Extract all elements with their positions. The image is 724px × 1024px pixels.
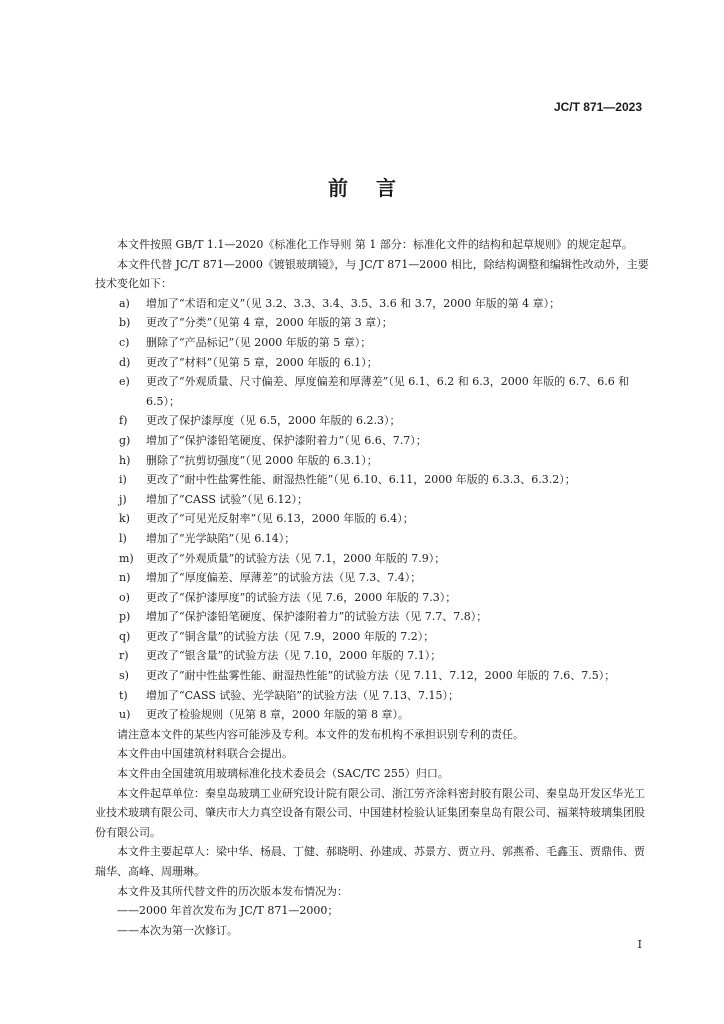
note-paragraph: 请注意本文件的某些内容可能涉及专利。本文件的发布机构不承担识别专利的责任。 (117, 727, 524, 741)
change-item-marker: s) (119, 669, 129, 683)
change-item-marker: t) (119, 688, 128, 702)
change-item-marker: g) (119, 433, 131, 447)
change-item (95, 509, 650, 529)
change-item-marker: k) (119, 512, 130, 526)
change-item-text: 更改了“耐中性盐雾性能、耐湿热性能”的试验方法（见 7.11、7.12，2000 年版的 7.6、7.5）； (146, 669, 616, 683)
change-item (95, 529, 650, 549)
change-item (95, 686, 650, 706)
change-item (95, 607, 650, 627)
history-item: ——2000 年首次发布为 JC/T 871—2000； (117, 904, 339, 918)
history-item: ——本次为第一次修订。 (117, 923, 238, 937)
change-item (95, 431, 650, 451)
change-item-text: 删除了“产品标记”（见 2000 年版的第 5 章）； (146, 335, 372, 349)
change-item-marker: f) (119, 414, 128, 428)
note-paragraph: 本文件由中国建筑材料联合会提出。 (117, 747, 293, 761)
change-item-marker: i) (119, 473, 127, 487)
change-item (95, 627, 650, 647)
notes-section (95, 725, 650, 901)
intro-paragraph: 本文件按照 GB/T 1.1—2020《标准化工作导则 第 1 部分：标准化文件的结构和起草规则》的规定起草。 (117, 238, 633, 251)
change-item-text: 增加了“CASS 试验、光学缺陷”的试验方法（见 7.13、7.15）； (146, 688, 459, 702)
change-item-text: 更改了“银含量”的试验方法（见 7.10，2000 年版的 7.1）； (146, 649, 442, 663)
change-item-text: 增加了“厚度偏差、厚薄差”的试验方法（见 7.3、7.4）； (146, 571, 422, 585)
note-paragraph: 本文件由全国建筑用玻璃标准化技术委员会（SAC/TC 255）归口。 (117, 767, 449, 781)
change-item-marker: n) (119, 571, 131, 585)
change-item-text: 更改了保护漆厚度（见 6.5，2000 年版的 6.2.3）； (146, 414, 401, 428)
change-item-marker: a) (119, 296, 130, 310)
change-item (95, 646, 650, 666)
change-item-text: 删除了“抗剪切强度”（见 2000 年版的 6.3.1）； (146, 453, 378, 467)
change-item-text: 更改了“外观质量”的试验方法（见 7.1，2000 年版的 7.9）； (146, 551, 446, 565)
document-code: JC/T 871—2023 (553, 100, 642, 114)
change-item (95, 294, 650, 314)
page-number: I (637, 938, 642, 951)
change-item-text: 更改了“分类”（见第 4 章，2000 年版的第 3 章）； (146, 316, 393, 330)
change-item-text: 增加了“术语和定义”（见 3.2、3.3、3.4、3.5、3.6 和 3.7，2000 年版的第 4 章）； (146, 296, 561, 310)
change-item-marker: o) (119, 590, 130, 604)
change-item (95, 666, 650, 686)
change-item-marker: l) (119, 531, 127, 545)
change-item-text: 增加了“保护漆铅笔硬度、保护漆附着力”（见 6.6、7.7）； (146, 433, 427, 447)
history-section (95, 901, 650, 940)
change-item-marker: m) (119, 551, 134, 565)
intro-paragraph: 本文件代替 JC/T 871—2000《镀银玻璃镜》，与 JC/T 871—2000 相比，除结构调整和编辑性改动外，主要技术变化如下： (95, 257, 649, 291)
change-item (95, 705, 650, 725)
note-paragraph: 本文件主要起草人：梁中华、杨晨、丁健、郝晓明、孙建成、苏景方、贾立丹、郭燕希、毛鑫玉、贾鼎伟、贾瑞华、高峰、周珊琳。 (95, 845, 645, 878)
note-paragraph: 本文件起草单位：秦皇岛玻璃工业研究设计院有限公司、浙江劳齐涂料密封胶有限公司、秦皇岛开发区华光工业技术玻璃有限公司、肇庆市大力真空设备有限公司、中国建材检验认证集团秦皇岛有限公司、福莱特玻璃集团股份有限公司。 (95, 786, 645, 839)
change-item-marker: q) (119, 629, 131, 643)
change-item-text: 更改了“保护漆厚度”的试验方法（见 7.6，2000 年版的 7.3）； (146, 590, 457, 604)
change-item (95, 588, 650, 608)
change-item (95, 470, 650, 490)
change-item-text: 更改了“可见光反射率”（见 6.13，2000 年版的 6.4）； (146, 512, 414, 526)
change-item-text: 更改了“铜含量”的试验方法（见 7.9，2000 年版的 7.2）； (146, 629, 435, 643)
change-item-marker: j) (119, 492, 127, 506)
change-item (95, 549, 650, 569)
change-item-text: 增加了“保护漆铅笔硬度、保护漆附着力”的试验方法（见 7.7、7.8）； (146, 610, 488, 624)
change-item-text: 更改了“外观质量、尺寸偏差、厚度偏差和厚薄差”（见 6.1、6.2 和 6.3，2000 年版的 6.7、6.6 和 6.5）； (146, 375, 630, 408)
document-body (95, 235, 650, 940)
change-item (95, 451, 650, 471)
change-item (95, 313, 650, 333)
change-item-marker: d) (119, 355, 131, 369)
changes-list (95, 294, 650, 725)
change-item-text: 更改了“材料”（见第 5 章，2000 年版的 6.1）； (146, 355, 378, 369)
change-item-text: 增加了“光学缺陷”（见 6.14）； (146, 531, 296, 545)
change-item (95, 568, 650, 588)
change-item-marker: r) (119, 649, 129, 663)
change-item-marker: e) (119, 375, 130, 389)
change-item-text: 更改了“耐中性盐雾性能、耐湿热性能”（见 6.10、6.11，2000 年版的 6.3.3、6.3.2）； (146, 473, 576, 487)
change-item-marker: b) (119, 316, 131, 330)
change-item (95, 333, 650, 353)
change-item-marker: p) (119, 610, 131, 624)
note-paragraph: 本文件及其所代替文件的历次版本发布情况为： (117, 884, 348, 898)
change-item-marker: c) (119, 335, 130, 349)
change-item (95, 411, 650, 431)
change-item (95, 372, 650, 411)
change-item-text: 更改了检验规则（见第 8 章，2000 年版的第 8 章）。 (146, 708, 409, 722)
page-title: 前言 (328, 176, 424, 200)
change-item-marker: u) (119, 708, 131, 722)
change-item-text: 增加了“CASS 试验”（见 6.12）； (146, 492, 308, 506)
change-item (95, 490, 650, 510)
change-item-marker: h) (119, 453, 131, 467)
change-item (95, 353, 650, 373)
